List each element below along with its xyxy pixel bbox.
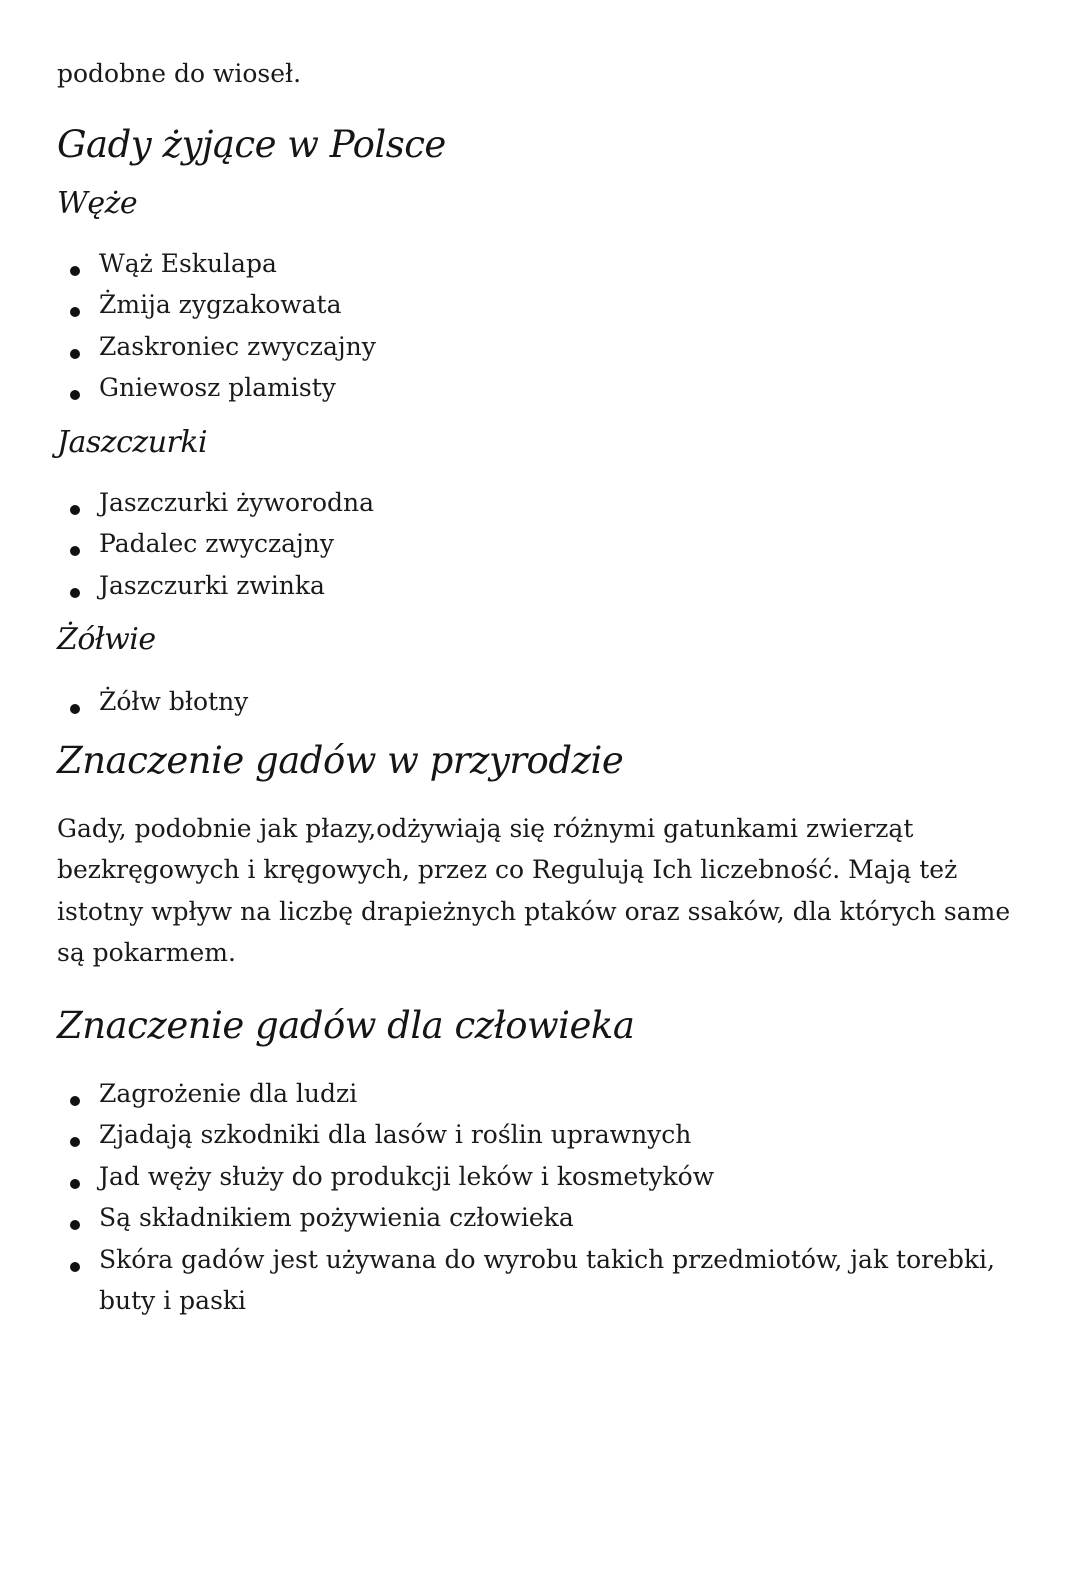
bullet-icon <box>70 546 80 556</box>
list-item: Jad węży służy do produkcji leków i kosmetyków <box>57 1156 1027 1198</box>
bullet-icon <box>70 1179 80 1189</box>
subheading-snakes: Węże <box>57 185 138 221</box>
list-item: Żmija zygzakowata <box>57 284 1027 326</box>
list-item: Żółw błotny <box>57 681 1027 723</box>
bullet-icon <box>70 505 80 515</box>
heading-importance-in-nature: Znaczenie gadów w przyrodzie <box>57 738 624 782</box>
snakes-list <box>57 243 1027 409</box>
list-item: Zjadają szkodniki dla lasów i roślin uprawnych <box>57 1114 1027 1156</box>
list-item: Skóra gadów jest używana do wyrobu takich przedmiotów, jak torebki, buty i paski <box>57 1239 1027 1322</box>
importance-for-humans-list <box>57 1073 1027 1322</box>
bullet-icon <box>70 307 80 317</box>
bullet-icon <box>70 266 80 276</box>
bullet-icon <box>70 1137 80 1147</box>
document-page <box>57 50 1027 1322</box>
lizards-list <box>57 482 1027 607</box>
bullet-icon <box>70 704 80 714</box>
bullet-icon <box>70 1262 80 1272</box>
list-item: Jaszczurki żyworodna <box>57 482 1027 524</box>
bullet-icon <box>70 1220 80 1230</box>
bullet-icon <box>70 1096 80 1106</box>
list-item: Wąż Eskulapa <box>57 243 1027 285</box>
list-item: Zagrożenie dla ludzi <box>57 1073 1027 1115</box>
importance-in-nature-paragraph: Gady, podobnie jak płazy,odżywiają się różnymi gatunkami zwierząt bezkręgowych i kręgowych, przez co Regulują Ich liczebność. Mają też istotny wpływ na liczbę drapieżnych ptaków oraz ssaków, dla których same są pokarmem. <box>57 813 1011 967</box>
list-item: Padalec zwyczajny <box>57 523 1027 565</box>
heading-importance-for-humans: Znaczenie gadów dla człowieka <box>57 1003 635 1047</box>
list-item: Jaszczurki zwinka <box>57 565 1027 607</box>
bullet-icon <box>70 349 80 359</box>
list-item: Zaskroniec zwyczajny <box>57 326 1027 368</box>
bullet-icon <box>70 588 80 598</box>
subheading-lizards: Jaszczurki <box>57 424 208 460</box>
bullet-icon <box>70 390 80 400</box>
list-item: Są składnikiem pożywienia człowieka <box>57 1197 1027 1239</box>
heading-reptiles-in-poland: Gady żyjące w Polsce <box>57 122 446 166</box>
intro-tail-text: podobne do wioseł. <box>57 59 302 88</box>
list-item: Gniewosz plamisty <box>57 367 1027 409</box>
subheading-turtles: Żółwie <box>57 622 156 657</box>
turtles-list <box>57 681 1027 723</box>
